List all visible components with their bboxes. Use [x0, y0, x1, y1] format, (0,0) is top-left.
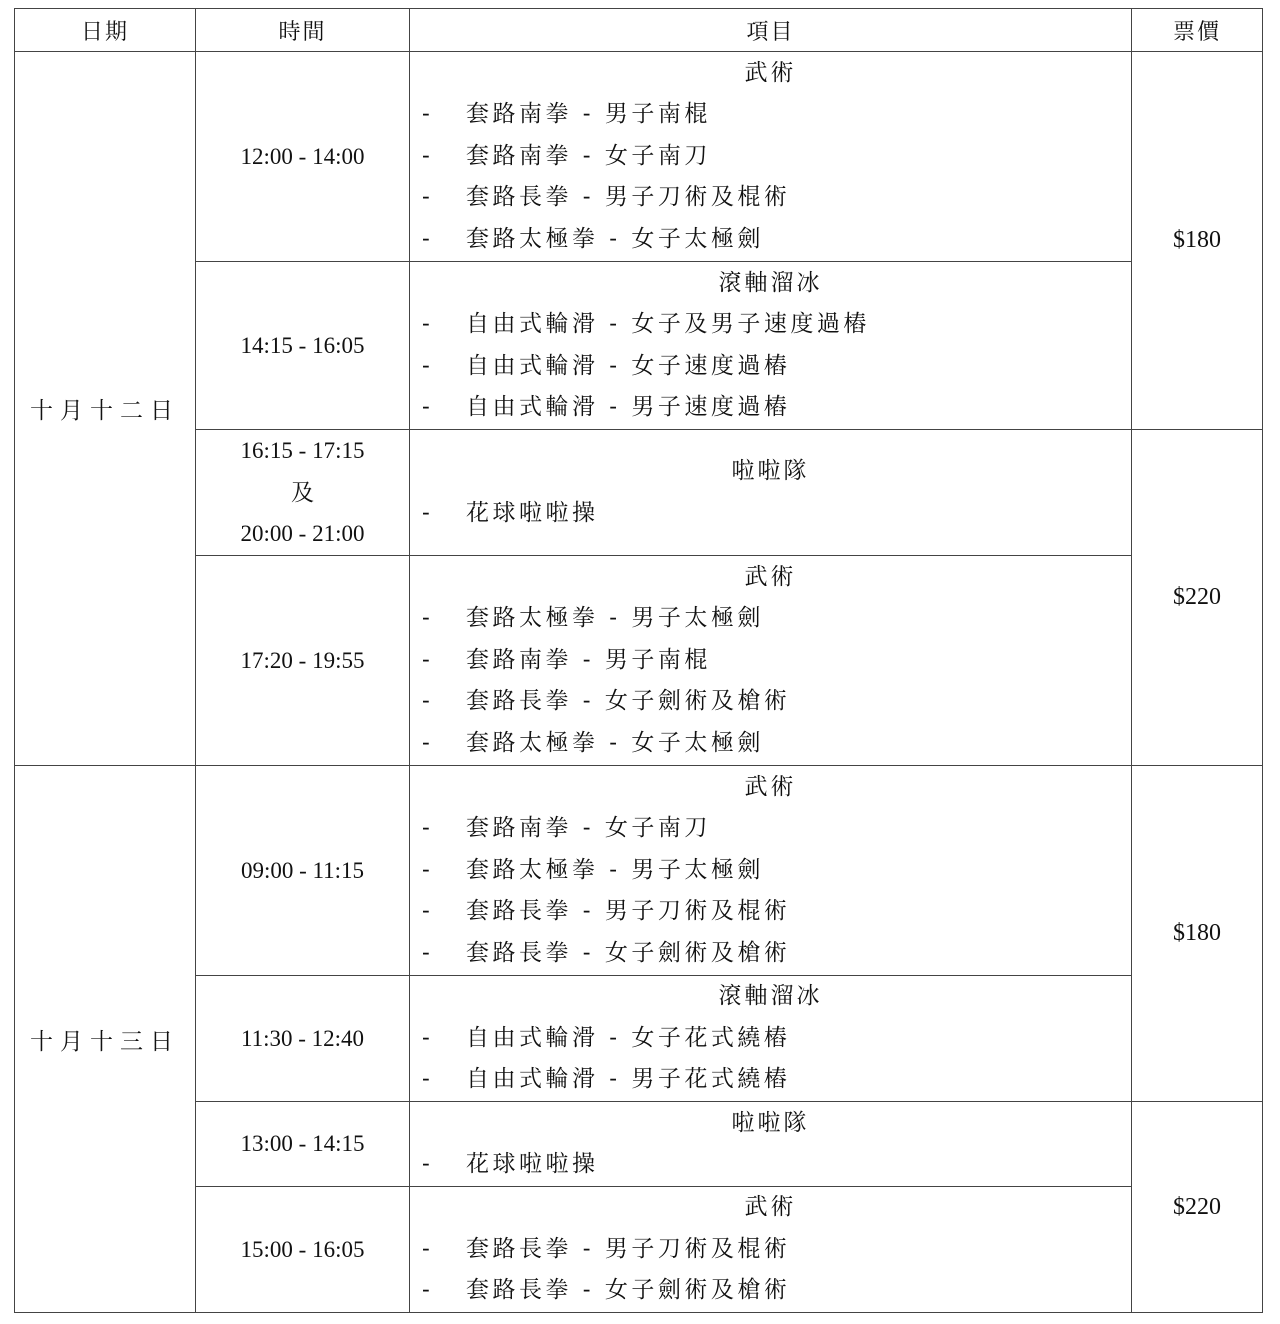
items-cell [410, 976, 1132, 1102]
time-cell [196, 430, 410, 556]
session-row [15, 976, 1263, 1102]
time-line: 14:15 - 16:05 [240, 332, 365, 358]
session-row [15, 430, 1263, 556]
event-item-label: 套路太極拳 - 女子太極劍 [466, 225, 764, 252]
event-item [410, 891, 1131, 933]
header-time: 時間 [196, 9, 410, 52]
bullet-dash: - [422, 394, 430, 420]
time-cell [196, 766, 410, 976]
bullet-dash: - [422, 499, 430, 526]
bullet-dash: - [422, 856, 430, 883]
price-cell: $220 [1132, 430, 1263, 766]
items-cell [410, 430, 1132, 556]
event-item-label: 套路長拳 - 男子刀術及棍術 [466, 1235, 791, 1262]
date-cell: 十月十三日 [15, 766, 196, 1313]
time-line: 16:15 - 17:15 [240, 438, 365, 464]
time-line: 及 [291, 479, 314, 505]
event-item [410, 493, 1131, 535]
bullet-dash: - [422, 1024, 430, 1051]
header-item: 項目 [410, 9, 1132, 52]
schedule-body [15, 52, 1263, 1313]
event-item [410, 136, 1131, 178]
header-price: 票價 [1132, 9, 1263, 52]
bullet-dash: - [422, 101, 430, 128]
session-row [15, 556, 1263, 766]
session-row [15, 1102, 1263, 1187]
bullet-dash: - [422, 352, 430, 379]
bullet-dash: - [422, 815, 430, 842]
price-cell: $180 [1132, 52, 1263, 430]
event-item-label: 花球啦啦操 [466, 499, 599, 526]
items-cell [410, 52, 1132, 262]
time-line: 12:00 - 14:00 [240, 143, 365, 169]
event-item-label: 自由式輪滑 - 男子花式繞樁 [466, 1066, 791, 1093]
bullet-dash: - [422, 939, 430, 966]
event-item-label: 套路太極拳 - 男子太極劍 [466, 856, 764, 883]
time-cell [196, 52, 410, 262]
time-line: 17:20 - 19:55 [240, 647, 365, 673]
time-cell [196, 1187, 410, 1313]
header-date: 日期 [15, 9, 196, 52]
time-line: 15:00 - 16:05 [240, 1236, 365, 1262]
bullet-dash: - [422, 646, 430, 673]
event-item-label: 自由式輪滑 - 女子及男子速度過樁 [466, 311, 870, 337]
bullet-dash: - [422, 605, 430, 632]
session-row [15, 262, 1263, 430]
items-cell [410, 766, 1132, 976]
bullet-dash: - [422, 1066, 430, 1093]
event-item-label: 花球啦啦操 [466, 1151, 599, 1177]
event-item [410, 640, 1131, 682]
session-row [15, 766, 1263, 976]
category-title: 滾軸溜冰 [718, 269, 823, 296]
bullet-dash: - [422, 142, 430, 169]
event-item [410, 1018, 1131, 1060]
event-item-label: 套路長拳 - 男子刀術及棍術 [466, 184, 791, 211]
event-item [410, 681, 1131, 723]
time-cell [196, 262, 410, 430]
time-line: 09:00 - 11:15 [240, 857, 365, 883]
category-title: 啦啦隊 [731, 1109, 810, 1136]
event-item-label: 套路長拳 - 女子劍術及槍術 [466, 939, 791, 966]
items-cell [410, 1187, 1132, 1313]
event-item [410, 1144, 1131, 1186]
event-item-label: 自由式輪滑 - 女子速度過樁 [466, 352, 791, 379]
items-cell [410, 1102, 1132, 1187]
event-item [410, 1059, 1131, 1101]
time-line: 11:30 - 12:40 [240, 1025, 365, 1051]
category-title: 武術 [744, 59, 797, 86]
event-item [410, 1229, 1131, 1271]
event-item [410, 346, 1131, 388]
event-item [410, 387, 1131, 429]
bullet-dash: - [422, 184, 430, 211]
time-line: 13:00 - 14:15 [240, 1131, 365, 1157]
time-cell [196, 1102, 410, 1187]
date-cell: 十月十二日 [15, 52, 196, 766]
event-item-label: 套路長拳 - 女子劍術及槍術 [466, 688, 791, 715]
event-item-label: 套路南拳 - 女子南刀 [466, 142, 711, 169]
event-item-label: 套路太極拳 - 女子太極劍 [466, 729, 764, 756]
price-cell: $220 [1132, 1102, 1263, 1313]
event-item-label: 自由式輪滑 - 女子花式繞樁 [466, 1024, 791, 1051]
schedule-table [14, 8, 1263, 1313]
event-item-label: 套路太極拳 - 男子太極劍 [466, 605, 764, 632]
event-item [410, 850, 1131, 892]
category-title: 武術 [744, 563, 797, 590]
items-cell [410, 556, 1132, 766]
event-item [410, 808, 1131, 850]
event-item [410, 598, 1131, 640]
event-item-label: 套路長拳 - 男子刀術及棍術 [466, 898, 791, 925]
event-item-label: 套路長拳 - 女子劍術及槍術 [466, 1277, 791, 1304]
event-item [410, 723, 1131, 765]
event-item [410, 304, 1131, 346]
category-title: 武術 [744, 1194, 797, 1221]
time-cell [196, 556, 410, 766]
session-row [15, 52, 1263, 262]
category-title: 滾軸溜冰 [718, 983, 823, 1010]
bullet-dash: - [422, 311, 430, 337]
bullet-dash: - [422, 225, 430, 252]
bullet-dash: - [422, 898, 430, 925]
bullet-dash: - [422, 1277, 430, 1304]
event-item [410, 94, 1131, 136]
event-item-label: 套路南拳 - 男子南棍 [466, 646, 711, 673]
bullet-dash: - [422, 729, 430, 756]
time-line: 20:00 - 21:00 [240, 521, 365, 547]
items-cell [410, 262, 1132, 430]
bullet-dash: - [422, 1235, 430, 1262]
session-row [15, 1187, 1263, 1313]
schedule-table-wrapper [14, 8, 1263, 1313]
event-item [410, 219, 1131, 261]
event-item [410, 1270, 1131, 1312]
time-cell [196, 976, 410, 1102]
event-item-label: 自由式輪滑 - 男子速度過樁 [466, 394, 791, 420]
category-title: 啦啦隊 [731, 458, 810, 484]
header-row [15, 9, 1263, 52]
event-item-label: 套路南拳 - 男子南棍 [466, 101, 711, 128]
category-title: 武術 [744, 773, 797, 800]
event-item [410, 933, 1131, 975]
event-item [410, 177, 1131, 219]
event-item-label: 套路南拳 - 女子南刀 [466, 815, 711, 842]
bullet-dash: - [422, 688, 430, 715]
bullet-dash: - [422, 1151, 430, 1177]
price-cell: $180 [1132, 766, 1263, 1102]
